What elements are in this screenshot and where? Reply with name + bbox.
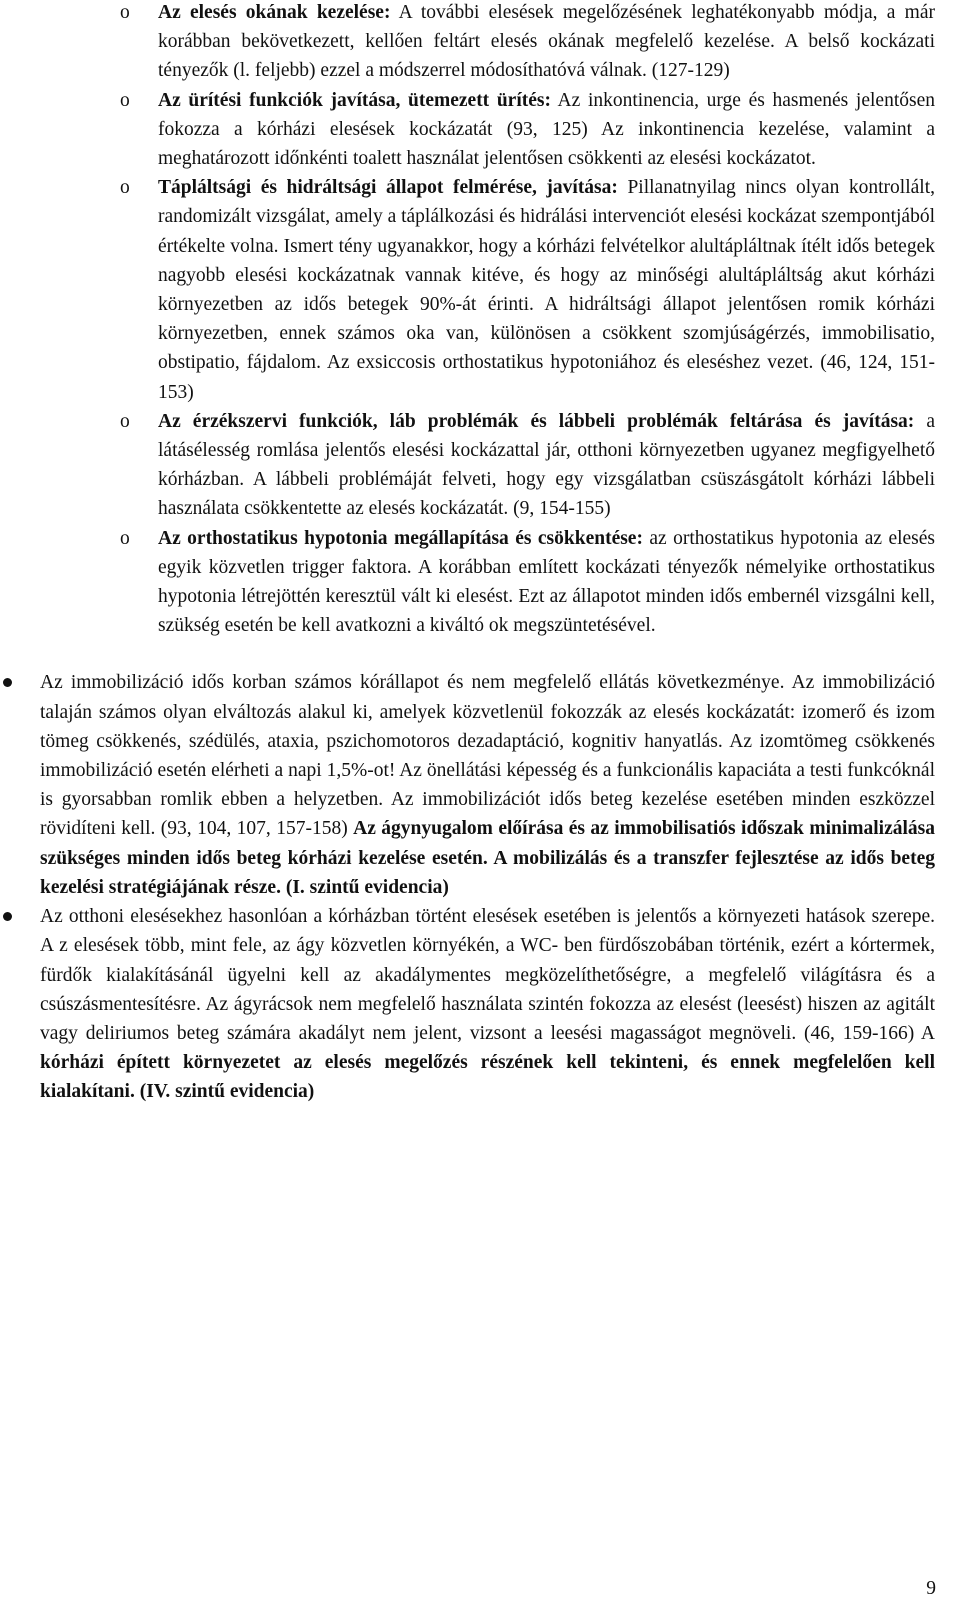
list-item (0, 407, 960, 524)
paragraph-body: Az otthoni elesésekhez hasonlóan a kórházban történt elesések esetében is jelentős a környezeti hatások szerepe. A z elesések több, mint fele, az ágy közvetlen környékén, a WC- ben fürdőszobában történik, ezért a kórtermek, fürdők kialakításánál ügyelni kell az akadálymentes megközelíthetőségre, a megfelelő világításra és a csúszásmentesítésre. Az ágyrácsok nem megfelelő használata szintén fokozza az elesést (leesést) hiszen az agitált vagy deliriumos beteg számára akadályt nem jelent, vizsont a leesési magasságot megnöveli. (46, 159-166) A (40, 906, 935, 1044)
list-item (0, 524, 960, 641)
list-item (0, 173, 960, 407)
list-item (0, 902, 960, 1106)
hollow-bullet: o (120, 410, 130, 432)
paragraph-text (40, 668, 935, 902)
list-item-body: A további elesések megelőzésének leghatékonyabb módja, a már korábban bekövetkezett, kellően feltárt elesés okának megfelelő kezelése. A belső kockázati tényezők (l. feljebb) ezzel a módszerrel módosíthatóvá válnak. (127-129) (158, 2, 935, 82)
paragraph-text (40, 902, 935, 1106)
filled-bullet (3, 678, 12, 687)
list-item-body: az orthostatikus hypotonia az elesés egyik közvetlen trigger faktora. A korábban említett kockázati tényezők némelyike orthostatikus hypotonia létrejöttén keresztül vált ki elesést. Ezt az állapotot minden idős embernél vizsgálni kell, szükség esetén be kell avatkozni a kiváltó ok megszüntetésével. (158, 527, 936, 637)
list-item-text (158, 86, 935, 174)
list-item-heading: Tápláltsági és hidráltsági állapot felmérése, javítása: (158, 177, 618, 199)
list-item (0, 668, 960, 902)
list-item-text (158, 407, 935, 524)
list-item-body: Pillanatnyilag nincs olyan kontrollált, randomizált vizsgálat, amely a táplálkozási és hidrálási intervenciót elesési kockázat szempontjából értékelte volna. Ismert tény ugyanakkor, hogy a kórházi felvételkor alultápláltnak ítélt idős betegek nagyobb elesési kockázatnak vannak kitéve, és hogy az minőségi alultápláltság akut kórházi környezetben az idős betegek 90%-át érinti. A hidráltsági állapot jelentősen romik kórházi környezetben, ennek számos oka van, különösen a csökkent szomjúságérzés, immobilisatio, obstipatio, fájdalom. Az exsiccosis orthostatikus hypotoniához és eleséshez vezet. (46, 124, 151-153) (158, 177, 936, 403)
hollow-bullet: o (120, 177, 130, 199)
list-item-heading: Az érzékszervi funkciók, láb problémák és lábbeli problémák feltárása és javítása: (158, 410, 915, 432)
hollow-bullet: o (120, 89, 130, 111)
list-item-text (158, 0, 935, 86)
hollow-bullet: o (120, 2, 130, 23)
filled-bullet (3, 912, 12, 921)
list-item-body: Az inkontinencia, urge és hasmenés jelentősen fokozza a kórházi elesések kockázatát (93, 125) Az inkontinencia kezelése, valamint a meghatározott időnkénti toalett használat jelentősen csökkenti az elesési kockázatot. (158, 89, 935, 170)
list-item (0, 86, 960, 174)
list-item-heading: Az elesés okának kezelése: (158, 2, 391, 23)
list-item-text (158, 173, 935, 407)
list-item-heading: Az orthostatikus hypotonia megállapítása és csökkentése: (158, 527, 643, 549)
list-item (0, 0, 960, 86)
page-number: 9 (926, 1578, 936, 1599)
paragraph-body: Az immobilizáció idős korban számos kórállapot és nem megfelelő ellátás következménye. Az immobilizáció talaján számos olyan elváltozás alakul ki, amelyek közvetlenül fokozzák az elesés kockázatát: izomerő és izom tömeg csökkenés, szédülés, ataxia, pszichomotoros dezadaptáció, kognitiv hanyatlás. Az izomtömeg csökkenés immobilizáció esetén elérheti a napi 1,5%-ot! Az önellátási képesség és a funkcionális kapaciáta a testi funkcóknál is gyorsabban romlik ebben a helyzetben. Az immobilizációt idős beteg kezelése esetében minden eszközzel rövidíteni kell. (93, 104, 107, 157-158) (40, 672, 935, 840)
list-item-heading: Az ürítési funkciók javítása, ütemezett ürítés: (158, 89, 551, 111)
list-item-text (158, 524, 935, 641)
paragraph-emphasis: Az ágynyugalom előírása és az immobilisatiós időszak minimalizálása szükséges minden idős beteg kórházi kezelése esetén. A mobilizálás és a transzfer fejlesztése az idős beteg kezelési stratégiájának része. (I. szintű evidencia) (40, 818, 935, 898)
list-item-body: a látásélesség romlása jelentős elesési kockázattal jár, otthoni környezetben ugyanez megfigyelhető kórházban. A lábbeli problémáját felveti, hogy egy vizsgálatban csüszásgátolt kórházi lábbeli használata csökkentette az elesés kockázatát. (9, 154-155) (158, 410, 935, 520)
hollow-bullet: o (120, 527, 130, 549)
paragraph-emphasis: kórházi épített környezetet az elesés megelőzés részének kell tekinteni, és ennek megfelelően kell kialakítani. (IV. szintű evidencia) (40, 1052, 935, 1103)
